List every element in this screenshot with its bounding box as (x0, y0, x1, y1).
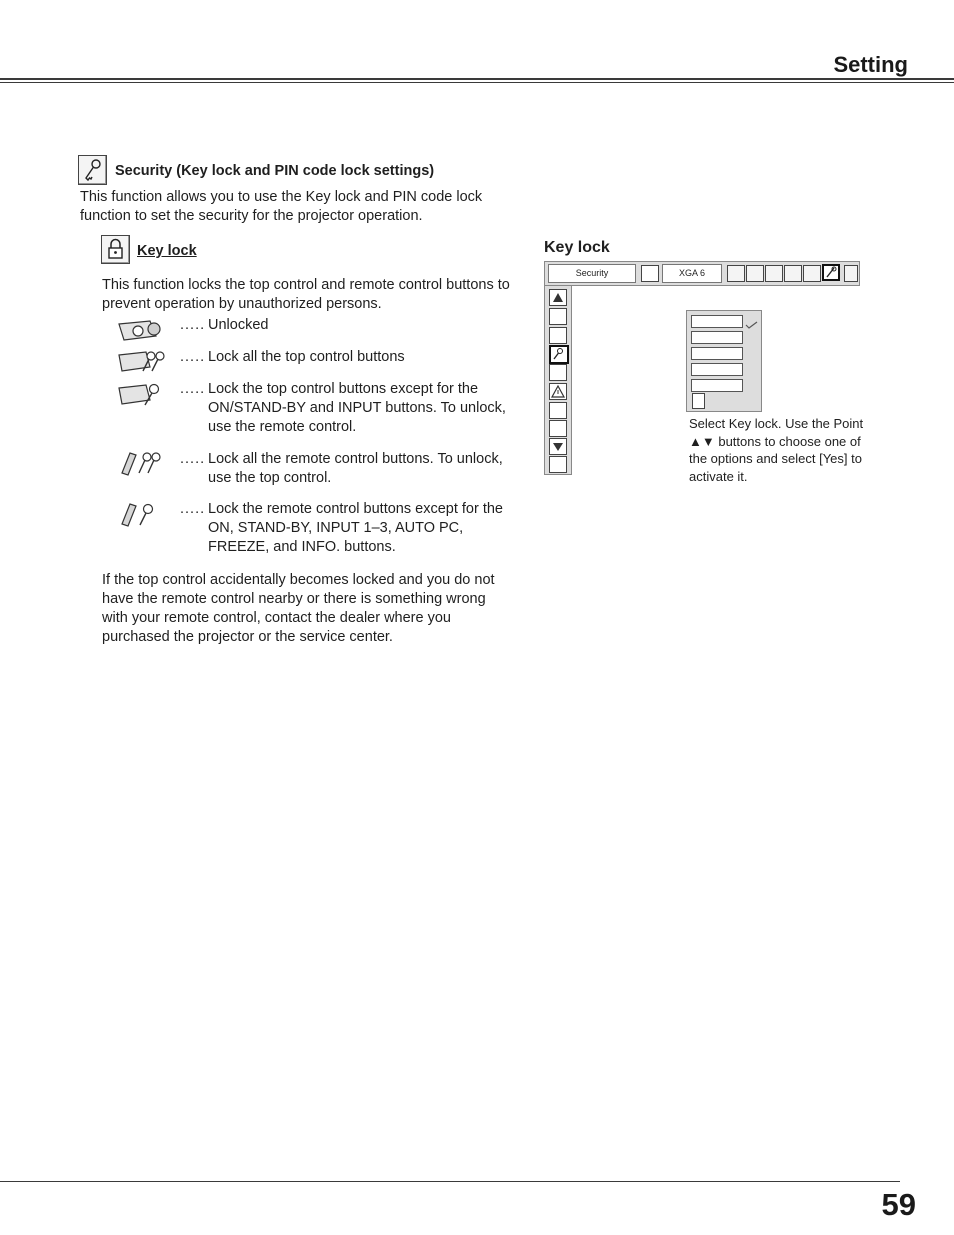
osd-menu-bar (544, 261, 860, 286)
osd-signal-icon (641, 265, 659, 282)
osd-side-icon-4 (549, 402, 567, 419)
screen-caption: Select Key lock. Use the Point ▲▼ buttons to choose one of the options and select [Yes] to activate it. (689, 416, 864, 484)
osd-menu-icon-5 (803, 265, 821, 282)
osd-option-lock-remote-except (691, 379, 743, 392)
warning-icon (549, 383, 567, 400)
remote-single-key-icon (116, 500, 160, 533)
check-mark-icon (745, 316, 759, 334)
osd-side-icon-1 (549, 308, 567, 325)
osd-security-icon-selected (822, 264, 840, 281)
remote-double-key-icon (116, 449, 164, 482)
leader-dots: ..... (180, 317, 206, 333)
osd-menu-label: Security (548, 264, 636, 283)
page-number: 59 (881, 1187, 916, 1222)
osd-option-lock-top (691, 331, 743, 344)
osd-option-lock-top-except (691, 347, 743, 360)
osd-side-key-icon-selected (549, 345, 569, 364)
leader-dots: ..... (180, 349, 206, 365)
osd-signal-label: XGA 6 (662, 264, 722, 283)
osd-menu-icon-4 (784, 265, 802, 282)
projector-double-key-icon (116, 347, 166, 380)
keylock-item-lock-all-top: Lock all the top control buttons (208, 349, 405, 365)
security-heading: Security (Key lock and PIN code lock settings) (115, 163, 435, 179)
osd-menu-icon-2 (746, 265, 764, 282)
osd-side-menu (544, 285, 572, 475)
osd-menu-icon-1 (727, 265, 745, 282)
exit-icon (549, 456, 567, 473)
up-arrow-icon (549, 289, 567, 306)
leader-dots: ..... (180, 451, 206, 467)
osd-menu-icon-6 (844, 265, 858, 282)
keylock-description: This function locks the top control and remote control buttons to prevent operation by unauthorized persons. (102, 277, 510, 312)
projector-unlocked-icon (116, 316, 164, 349)
osd-side-icon-2 (549, 327, 567, 344)
header-rule-thin (0, 82, 954, 83)
header-rule (0, 78, 954, 80)
keylock-warning: If the top control accidentally becomes locked and you do not have the remote control nearby or there is something wrong with your remote control, contact the dealer where you purchased the projector or the service center. (102, 572, 495, 645)
padlock-icon (101, 235, 130, 264)
osd-side-icon-5 (549, 420, 567, 437)
security-intro: This function allows you to use the Key lock and PIN code lock function to set the security for the projector operation. (80, 189, 483, 224)
leader-dots: ..... (180, 381, 206, 397)
security-key-icon (78, 155, 107, 185)
keylock-title: Key lock (137, 243, 197, 259)
projector-single-key-icon (116, 380, 164, 413)
osd-side-icon-3 (549, 364, 567, 381)
osd-option-lock-remote (691, 363, 743, 376)
keylock-item-lock-all-remote: Lock all the remote control buttons. To unlock, use the top control. (208, 451, 503, 486)
osd-option-unlocked (691, 315, 743, 328)
keylock-item-unlocked: Unlocked (208, 317, 269, 333)
leader-dots: ..... (180, 501, 206, 517)
osd-menu-icon-3 (765, 265, 783, 282)
keylock-item-lock-top-except: Lock the top control buttons except for the ON/STAND-BY and INPUT buttons. To unlock, use the remote control. (208, 381, 506, 435)
down-arrow-icon (549, 438, 567, 455)
footer-rule (0, 1181, 900, 1182)
page-title: Setting (833, 52, 908, 77)
keylock-item-lock-remote-except: Lock the remote control buttons except for the ON, STAND-BY, INPUT 1–3, AUTO PC, FREEZE, and INFO. buttons. (208, 501, 503, 555)
osd-exit-icon (692, 393, 705, 409)
osd-keylock-submenu (686, 310, 762, 412)
screen-heading: Key lock (544, 239, 610, 256)
